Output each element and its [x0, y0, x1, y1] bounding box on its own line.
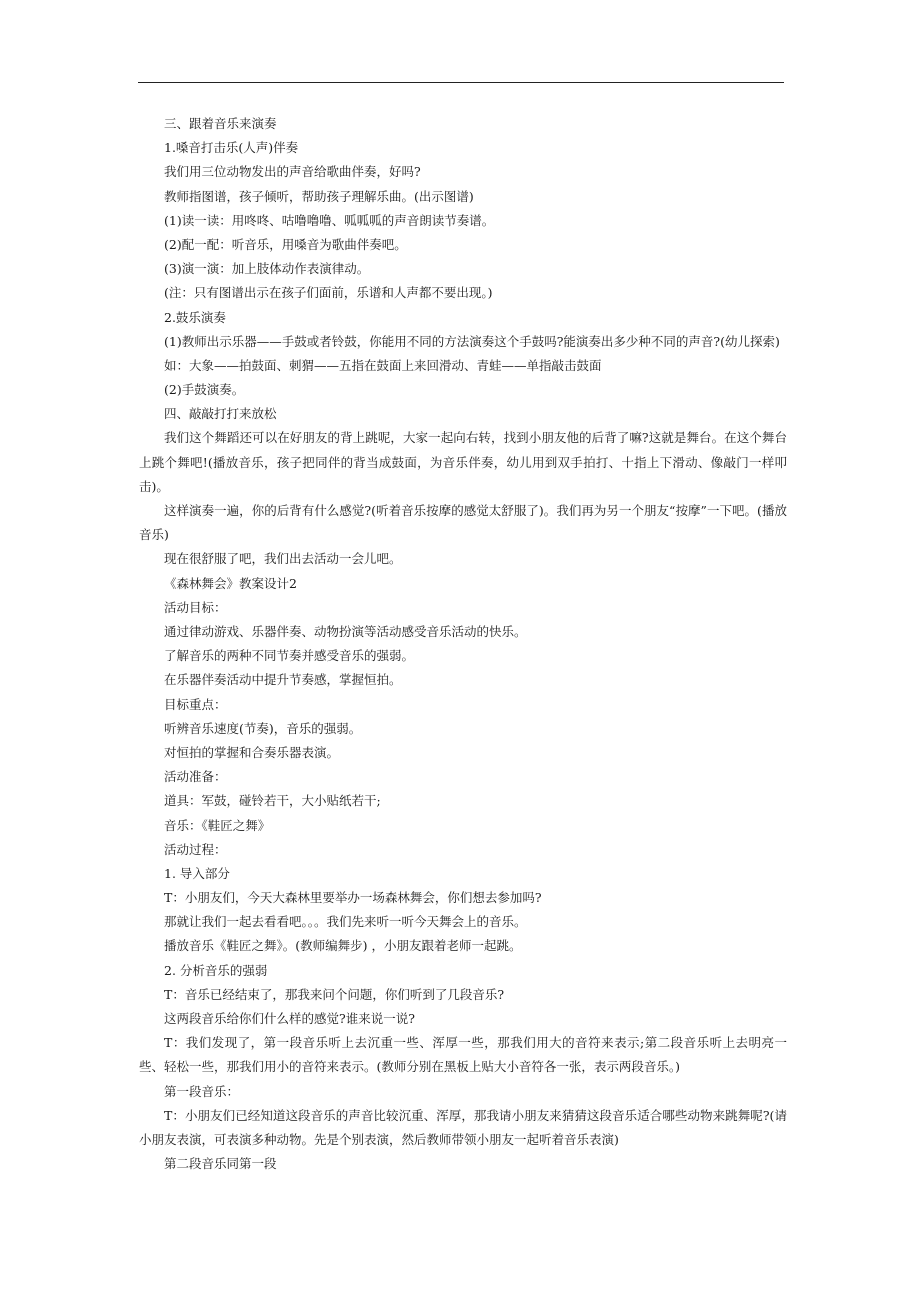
text-line: 活动准备： — [164, 769, 227, 785]
text-line: 道具：军鼓，碰铃若干，大小贴纸若干; — [164, 793, 381, 809]
text-line: 三、跟着音乐来演奏 — [164, 116, 277, 131]
text-line: 第一段音乐： — [164, 1083, 240, 1099]
text-line: (1)教师出示乐器——手鼓或者铃鼓，你能用不同的方法演奏这个手鼓吗?能演奏出多少种不同的声音?(幼儿探索) — [164, 333, 780, 349]
text-line: 1.嗓音打击乐(人声)伴奏 — [164, 140, 299, 156]
paragraph: 我们这个舞蹈还可以在好朋友的背上跳呢，大家一起向右转，找到小朋友他的后背了嘛?这就是舞台。在这个舞台上跳个舞吧!(播放音乐，孩子把同伴的背当成鼓面，为音乐伴奏，幼儿用到双手拍打、十指上下滑动、像敲门一样叩击)。 — [139, 430, 787, 494]
text-line: T：音乐已经结束了，那我来问个问题，你们听到了几段音乐? — [164, 986, 505, 1002]
paragraph: T：小朋友们已经知道这段音乐的声音比较沉重、浑厚，那我请小朋友来猜猜这段音乐适合哪些动物来跳舞呢?(请小朋友表演，可表演多种动物。先是个别表演，然后教师带领小朋友一起听着音乐表演) — [139, 1107, 787, 1147]
text-line: 这两段音乐给你们什么样的感觉?谁来说一说? — [164, 1011, 415, 1027]
text-line: 2. 分析音乐的强弱 — [164, 962, 268, 978]
text-line: 在乐器伴奏活动中提升节奏感，掌握恒拍。 — [164, 672, 402, 688]
text-line: (1)读一读：用咚咚、咕噜噜噜、呱呱呱的声音朗读节奏谱。 — [164, 212, 495, 228]
text-line: 第二段音乐同第一段 — [164, 1156, 277, 1172]
text-line: (2)手鼓演奏。 — [164, 382, 245, 398]
paragraph: 这样演奏一遍，你的后背有什么感觉?(听着音乐按摩的感觉太舒服了)。我们再为另一个朋友“按摩”一下吧。(播放音乐) — [139, 503, 787, 543]
document-body — [139, 112, 787, 1176]
text-line: 了解音乐的两种不同节奏并感受音乐的强弱。 — [164, 648, 415, 664]
text-line: 对恒拍的掌握和合奏乐器表演。 — [164, 744, 340, 760]
text-line: 通过律动游戏、乐器伴奏、动物扮演等活动感受音乐活动的快乐。 — [164, 624, 527, 640]
text-line: 播放音乐《鞋匠之舞》。(教师编舞步) ，小朋友跟着老师一起跳。 — [164, 938, 522, 954]
text-line: T：小朋友们，今天大森林里要举办一场森林舞会，你们想去参加吗? — [164, 890, 542, 906]
text-line: 活动过程： — [164, 841, 227, 857]
text-line: 我们用三位动物发出的声音给歌曲伴奏，好吗? — [164, 164, 421, 180]
text-line: (3)演一演：加上肢体动作表演律动。 — [164, 261, 370, 277]
text-line: 如：大象——拍鼓面、刺猬——五指在鼓面上来回滑动、青蛙——单指敲击鼓面 — [164, 357, 602, 373]
text-line: 那就让我们一起去看看吧。。。我们先来听一听今天舞会上的音乐。 — [164, 914, 527, 930]
text-line: 活动目标： — [164, 599, 227, 615]
text-line: 2.鼓乐演奏 — [164, 309, 226, 325]
text-line: 1. 导入部分 — [164, 865, 230, 881]
text-line: 现在很舒服了吧，我们出去活动一会儿吧。 — [164, 551, 402, 567]
text-line: 目标重点： — [164, 696, 227, 712]
text-line: 四、敲敲打打来放松 — [164, 406, 277, 422]
text-line: 听辨音乐速度(节奏)，音乐的强弱。 — [164, 720, 362, 736]
text-line: (注：只有图谱出示在孩子们面前，乐谱和人声都不要出现。) — [164, 285, 493, 301]
text-line: 《森林舞会》教案设计2 — [164, 575, 297, 591]
text-line: (2)配一配：听音乐，用嗓音为歌曲伴奏吧。 — [164, 236, 407, 252]
text-line: 音乐：《鞋匠之舞》 — [164, 817, 271, 833]
paragraph: T：我们发现了，第一段音乐听上去沉重一些、浑厚一些，那我们用大的音符来表示;第二段音乐听上去明亮一些、轻松一些，那我们用小的音符来表示。(教师分别在黑板上贴大小音符各一张，表示两段音乐。) — [139, 1035, 787, 1075]
text-line: 教师指图谱，孩子倾听，帮助孩子理解乐曲。(出示图谱) — [164, 188, 474, 204]
header-rule — [138, 82, 784, 83]
